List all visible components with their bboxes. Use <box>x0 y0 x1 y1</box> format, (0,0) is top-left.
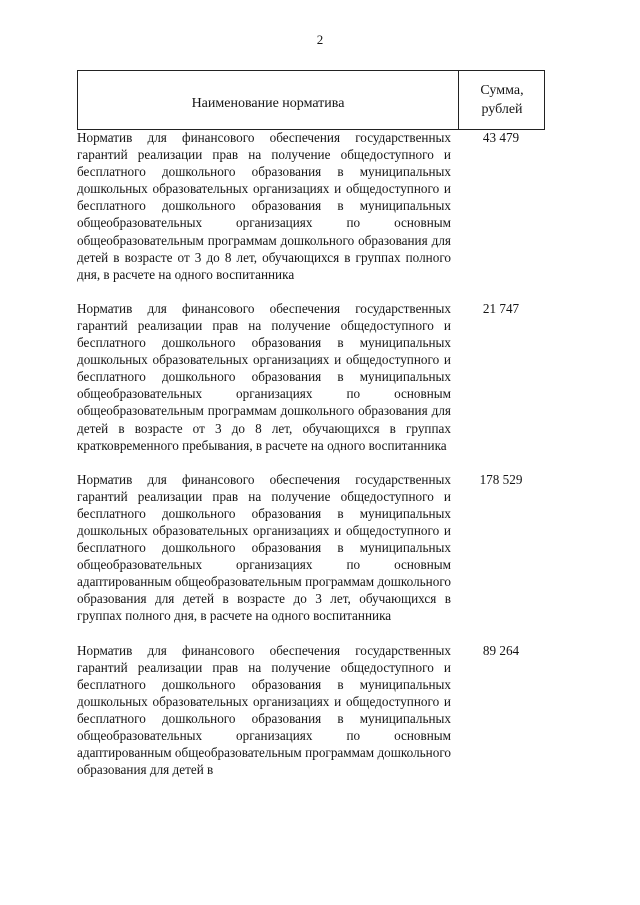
table-body <box>77 129 543 778</box>
norm-sum: 89 264 <box>482 642 520 658</box>
table-row <box>77 300 543 454</box>
norm-sum: 178 529 <box>479 471 523 487</box>
table-row <box>77 471 543 625</box>
norm-name: Норматив для финансового обеспечения государственных гарантий реализации прав на получение общедоступного и бесплатного дошкольного образования в муниципальных дошкольных образовательных организациях и общедоступного и бесплатного дошкольного образования в муниципальных общеобразовательных организациях по основным адаптированным общеобразовательным программам дошкольного образования для детей в возрасте до 3 лет, обучающихся в группах полного дня, в расчете на одного воспитанника <box>77 471 451 624</box>
norm-sum: 21 747 <box>482 300 520 316</box>
table-row <box>77 129 543 283</box>
norm-name: Норматив для финансового обеспечения государственных гарантий реализации прав на получение общедоступного и бесплатного дошкольного образования в муниципальных дошкольных образовательных организациях и общедоступного и бесплатного дошкольного образования в муниципальных общеобразовательных организациях по основным общеобразовательным программам дошкольного образования для детей в возрасте от 3 до 8 лет, обучающихся в группах полного дня, в расчете на одного воспитанника <box>77 130 451 282</box>
table-row <box>77 642 543 779</box>
column-header-name: Наименование норматива <box>191 96 345 111</box>
column-header-sum <box>458 71 545 129</box>
norm-name: Норматив для финансового обеспечения государственных гарантий реализации прав на получение общедоступного и бесплатного дошкольного образования в муниципальных дошкольных образовательных организациях и общедоступного и бесплатного дошкольного образования в муниципальных общеобразовательных организациях по основным общеобразовательным программам дошкольного образования для детей в возрасте от 3 до 8 лет, обучающихся в группах кратковременного пребывания, в расчете на одного воспитанника <box>77 300 451 453</box>
column-header-sum-line2: рублей <box>481 102 523 117</box>
norm-sum: 43 479 <box>482 130 520 145</box>
table-header <box>77 70 545 130</box>
column-header-sum-line1: Сумма, <box>480 83 524 98</box>
page-number: 2 <box>316 32 324 47</box>
norm-name: Норматив для финансового обеспечения государственных гарантий реализации прав на получение общедоступного и бесплатного дошкольного образования в муниципальных дошкольных образовательных организациях и общедоступного и бесплатного дошкольного образования в муниципальных общеобразовательных организациях по основным адаптированным общеобразовательным программам дошкольного образования для детей в <box>77 642 451 778</box>
